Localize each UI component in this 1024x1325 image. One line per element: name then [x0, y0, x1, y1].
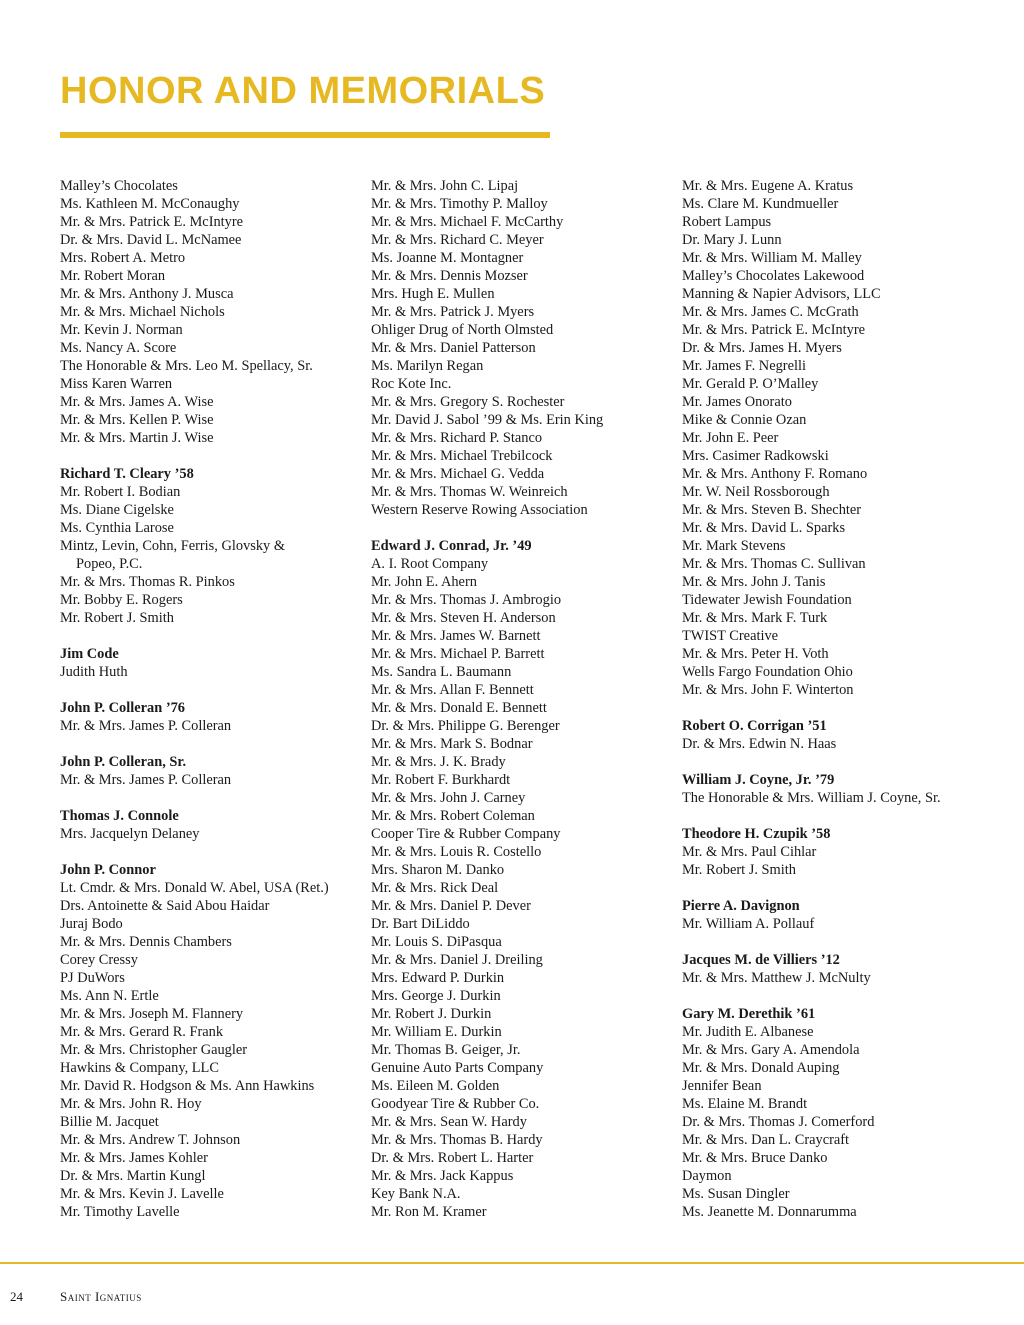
donor-name: Dr. Bart DiLiddo [371, 916, 470, 932]
donor-name: Mr. & Mrs. Michael F. McCarthy [371, 214, 564, 230]
donor-name: Mr. & Mrs. Eugene A. Kratus [682, 178, 854, 194]
donor-name: Mr. & Mrs. John J. Carney [371, 790, 526, 806]
donor-name: Ms. Ann N. Ertle [60, 988, 159, 1004]
donor-name: Miss Karen Warren [60, 376, 173, 392]
donor-name: Mr. Louis S. DiPasqua [371, 934, 502, 950]
donor-name: Genuine Auto Parts Company [371, 1060, 544, 1076]
donor-name: Western Reserve Rowing Association [371, 502, 588, 518]
donor-name: Mr. & Mrs. Sean W. Hardy [371, 1114, 527, 1130]
memorial-section [60, 645, 360, 681]
donor-name: Mr. Thomas B. Geiger, Jr. [371, 1042, 521, 1058]
donor-name: Mr. & Mrs. Gary A. Amendola [682, 1042, 860, 1058]
donor-name: Ms. Diane Cigelske [60, 502, 174, 518]
donor-name: Mr. & Mrs. Dennis Mozser [371, 268, 528, 284]
donor-name: Mr. & Mrs. Kevin J. Lavelle [60, 1186, 224, 1202]
donor-name: Mr. & Mrs. Michael P. Barrett [371, 646, 545, 662]
donor-name: Mr. & Mrs. Peter H. Voth [682, 646, 829, 662]
donor-name: Roc Kote Inc. [371, 376, 452, 392]
memorial-section [682, 825, 1002, 879]
title-rule [60, 132, 550, 138]
donor-name: Dr. & Mrs. Thomas J. Comerford [682, 1114, 875, 1130]
donor-name: Ms. Jeanette M. Donnarumma [682, 1204, 857, 1220]
donor-name: Mr. & Mrs. William M. Malley [682, 250, 862, 266]
donor-name: Mr. & Mrs. Thomas R. Pinkos [60, 574, 235, 590]
memorial-section [682, 717, 1002, 753]
donor-name: The Honorable & Mrs. Leo M. Spellacy, Sr. [60, 358, 313, 374]
donor-name: Ms. Cynthia Larose [60, 520, 174, 536]
donor-name: Hawkins & Company, LLC [60, 1060, 219, 1076]
donor-name: Mr. Mark Stevens [682, 538, 786, 554]
donor-name: Mr. William E. Durkin [371, 1024, 502, 1040]
donor-name: Mr. & Mrs. John J. Tanis [682, 574, 826, 590]
donor-name: Robert Lampus [682, 214, 772, 230]
donor-name: Mr. & Mrs. Daniel J. Dreiling [371, 952, 543, 968]
page-title: HONOR AND MEMORIALS [60, 70, 546, 112]
donor-name: Mr. Kevin J. Norman [60, 322, 183, 338]
memorial-section [60, 861, 360, 1221]
memorial-section [371, 537, 671, 1221]
donor-name: Mr. & Mrs. Thomas C. Sullivan [682, 556, 866, 572]
donor-name: TWIST Creative [682, 628, 779, 644]
section-heading: John P. Colleran, Sr. [60, 754, 187, 770]
donor-name: Mr. & Mrs. Bruce Danko [682, 1150, 828, 1166]
donor-name: Mr. & Mrs. Steven B. Shechter [682, 502, 862, 518]
memorial-section [60, 465, 360, 627]
donor-name: Mr. William A. Pollauf [682, 916, 815, 932]
section-heading: Gary M. Derethik ’61 [682, 1006, 816, 1022]
section-heading: John P. Colleran ’76 [60, 700, 185, 716]
donor-name: Mr. & Mrs. Jack Kappus [371, 1168, 514, 1184]
donor-name: Mr. & Mrs. John F. Winterton [682, 682, 854, 698]
page-number: 24 [10, 1289, 23, 1304]
donor-name: Mintz, Levin, Cohn, Ferris, Glovsky & [60, 538, 286, 554]
donor-name: Mr. & Mrs. James Kohler [60, 1150, 208, 1166]
donor-name: Jennifer Bean [682, 1078, 762, 1094]
donor-name: Mike & Connie Ozan [682, 412, 807, 428]
section-heading: Theodore H. Czupik ’58 [682, 826, 831, 842]
section-heading: William J. Coyne, Jr. ’79 [682, 772, 835, 788]
donor-name: Mr. & Mrs. Patrick J. Myers [371, 304, 535, 320]
donor-name: Mr. James F. Negrelli [682, 358, 806, 374]
donor-name: Goodyear Tire & Rubber Co. [371, 1096, 540, 1112]
column-3 [682, 177, 1002, 1239]
section-heading: Jim Code [60, 646, 119, 662]
donor-name: Tidewater Jewish Foundation [682, 592, 852, 608]
donor-name: Mr. Robert I. Bodian [60, 484, 181, 500]
donor-name: Mr. & Mrs. Donald E. Bennett [371, 700, 547, 716]
donor-name: Mr. Bobby E. Rogers [60, 592, 183, 608]
donor-name: Malley’s Chocolates [60, 178, 178, 194]
donor-name: Dr. & Mrs. David L. McNamee [60, 232, 242, 248]
donor-name: Judith Huth [60, 664, 128, 680]
donor-name: Mr. & Mrs. Andrew T. Johnson [60, 1132, 241, 1148]
donor-name: Mr. James Onorato [682, 394, 792, 410]
donor-name: Lt. Cmdr. & Mrs. Donald W. Abel, USA (Ret.) [60, 880, 329, 896]
donor-name: Billie M. Jacquet [60, 1114, 159, 1130]
memorial-section [682, 177, 1002, 699]
donor-name: Mr. & Mrs. Allan F. Bennett [371, 682, 534, 698]
memorial-section [60, 753, 360, 789]
donor-name: Mr. & Mrs. Richard P. Stanco [371, 430, 543, 446]
donor-name: Mr. & Mrs. Steven H. Anderson [371, 610, 556, 626]
donor-name: Mrs. Sharon M. Danko [371, 862, 505, 878]
donor-name: Mr. John E. Ahern [371, 574, 477, 590]
donor-name: Mrs. Hugh E. Mullen [371, 286, 495, 302]
donor-name: Mr. & Mrs. Matthew J. McNulty [682, 970, 871, 986]
donor-name: Mr. & Mrs. David L. Sparks [682, 520, 846, 536]
donor-name: Mrs. Casimer Radkowski [682, 448, 829, 464]
donor-name: Mr. & Mrs. Dan L. Craycraft [682, 1132, 850, 1148]
donor-name: Mr. & Mrs. Rick Deal [371, 880, 499, 896]
donor-name: Cooper Tire & Rubber Company [371, 826, 561, 842]
donor-name: Mr. & Mrs. James C. McGrath [682, 304, 859, 320]
donor-name: Mr. & Mrs. Joseph M. Flannery [60, 1006, 244, 1022]
donor-name: Ms. Elaine M. Brandt [682, 1096, 808, 1112]
donor-name: Dr. & Mrs. Edwin N. Haas [682, 736, 837, 752]
donor-name: Mrs. George J. Durkin [371, 988, 501, 1004]
donor-name: Ms. Nancy A. Score [60, 340, 177, 356]
donor-name: Ms. Kathleen M. McConaughy [60, 196, 240, 212]
donor-name: Malley’s Chocolates Lakewood [682, 268, 865, 284]
donor-name: Mr. Gerald P. O’Malley [682, 376, 819, 392]
donor-name: Mr. & Mrs. Robert Coleman [371, 808, 535, 824]
donor-name: Dr. & Mrs. Philippe G. Berenger [371, 718, 560, 734]
section-heading: Richard T. Cleary ’58 [60, 466, 194, 482]
donor-name: PJ DuWors [60, 970, 125, 986]
donor-name: Mr. & Mrs. Christopher Gaugler [60, 1042, 248, 1058]
donor-name: Mr. Robert F. Burkhardt [371, 772, 511, 788]
donor-name: Dr. Mary J. Lunn [682, 232, 782, 248]
section-heading: Jacques M. de Villiers ’12 [682, 952, 840, 968]
donor-name: A. I. Root Company [371, 556, 489, 572]
donor-name: Corey Cressy [60, 952, 138, 968]
donor-name: The Honorable & Mrs. William J. Coyne, Sr. [682, 790, 941, 806]
donor-name: Mr. & Mrs. Daniel P. Dever [371, 898, 531, 914]
donor-name: Mr. & Mrs. Gerard R. Frank [60, 1024, 224, 1040]
donor-name: Mr. & Mrs. Anthony J. Musca [60, 286, 234, 302]
donor-name: Mrs. Robert A. Metro [60, 250, 186, 266]
donor-name: Daymon [682, 1168, 732, 1184]
donor-name: Mr. & Mrs. James W. Barnett [371, 628, 541, 644]
donor-name: Mr. Robert Moran [60, 268, 166, 284]
donor-name: Mr. & Mrs. John R. Hoy [60, 1096, 202, 1112]
memorial-section [682, 951, 1002, 987]
donor-name: Mr. & Mrs. Dennis Chambers [60, 934, 232, 950]
donor-name: Mr. & Mrs. Richard C. Meyer [371, 232, 544, 248]
donor-name: Mr. & Mrs. Michael Nichols [60, 304, 225, 320]
donor-name: Dr. & Mrs. Martin Kungl [60, 1168, 206, 1184]
donor-name: Manning & Napier Advisors, LLC [682, 286, 881, 302]
donor-name: Ms. Susan Dingler [682, 1186, 790, 1202]
memorial-section [60, 807, 360, 843]
donor-name: Mr. Timothy Lavelle [60, 1204, 180, 1220]
section-heading: Robert O. Corrigan ’51 [682, 718, 827, 734]
donor-name: Mrs. Edward P. Durkin [371, 970, 505, 986]
donor-name: Ms. Marilyn Regan [371, 358, 484, 374]
donor-name: Mr. & Mrs. Anthony F. Romano [682, 466, 868, 482]
donor-name: Drs. Antoinette & Said Abou Haidar [60, 898, 270, 914]
memorial-section [60, 177, 360, 447]
donor-name: Mr. Robert J. Durkin [371, 1006, 492, 1022]
column-1 [60, 177, 360, 1239]
donor-name: Ms. Sandra L. Baumann [371, 664, 512, 680]
donor-name: Mr. Ron M. Kramer [371, 1204, 487, 1220]
donor-name: Ohliger Drug of North Olmsted [371, 322, 554, 338]
donor-name: Mr. & Mrs. James A. Wise [60, 394, 214, 410]
donor-name: Mr. & Mrs. Mark S. Bodnar [371, 736, 533, 752]
donor-name: Ms. Eileen M. Golden [371, 1078, 500, 1094]
donor-name: Dr. & Mrs. Robert L. Harter [371, 1150, 534, 1166]
donor-name: Mr. & Mrs. Patrick E. McIntyre [682, 322, 866, 338]
donor-name: Mr. & Mrs. Louis R. Costello [371, 844, 542, 860]
donor-name: Mr. Robert J. Smith [682, 862, 796, 878]
donor-name: Mr. & Mrs. John C. Lipaj [371, 178, 519, 194]
donor-name: Mr. & Mrs. James P. Colleran [60, 772, 232, 788]
donor-name: Mr. & Mrs. J. K. Brady [371, 754, 506, 770]
donor-name: Mr. & Mrs. Patrick E. McIntyre [60, 214, 244, 230]
column-2 [371, 177, 671, 1239]
memorial-section [371, 177, 671, 519]
memorial-section [682, 771, 1002, 807]
donor-name: Mr. & Mrs. Daniel Patterson [371, 340, 536, 356]
donor-name: Key Bank N.A. [371, 1186, 461, 1202]
donor-name: Mr. & Mrs. Martin J. Wise [60, 430, 214, 446]
donor-name: Mr. & Mrs. Thomas B. Hardy [371, 1132, 543, 1148]
donor-name: Dr. & Mrs. James H. Myers [682, 340, 842, 356]
donor-name: Popeo, P.C. [76, 556, 143, 572]
memorial-section [60, 699, 360, 735]
donor-name: Mr. & Mrs. Kellen P. Wise [60, 412, 214, 428]
donor-name: Mr. & Mrs. Gregory S. Rochester [371, 394, 565, 410]
donor-name: Mr. & Mrs. Michael Trebilcock [371, 448, 553, 464]
donor-name: Mr. & Mrs. Thomas W. Weinreich [371, 484, 568, 500]
memorial-section [682, 1005, 1002, 1221]
donor-name: Mrs. Jacquelyn Delaney [60, 826, 200, 842]
section-heading: Edward J. Conrad, Jr. ’49 [371, 538, 532, 554]
donor-name: Mr. John E. Peer [682, 430, 779, 446]
donor-name: Mr. David R. Hodgson & Ms. Ann Hawkins [60, 1078, 315, 1094]
donor-name: Mr. & Mrs. Timothy P. Malloy [371, 196, 548, 212]
donor-name: Mr. & Mrs. Paul Cihlar [682, 844, 817, 860]
donor-name: Juraj Bodo [60, 916, 123, 932]
donor-name: Mr. David J. Sabol ’99 & Ms. Erin King [371, 412, 604, 428]
donor-name: Mr. & Mrs. Michael G. Vedda [371, 466, 545, 482]
donor-name: Mr. Judith E. Albanese [682, 1024, 814, 1040]
footer-rule [0, 1262, 1024, 1264]
donor-name: Ms. Joanne M. Montagner [371, 250, 524, 266]
section-heading: Thomas J. Connole [60, 808, 179, 824]
donor-name: Mr. & Mrs. James P. Colleran [60, 718, 232, 734]
donor-name: Wells Fargo Foundation Ohio [682, 664, 853, 680]
donor-name: Mr. & Mrs. Donald Auping [682, 1060, 840, 1076]
publication-name: Saint Ignatius [60, 1289, 142, 1304]
memorial-section [682, 897, 1002, 933]
donor-name: Ms. Clare M. Kundmueller [682, 196, 839, 212]
section-heading: John P. Connor [60, 862, 156, 878]
donor-name: Mr. W. Neil Rossborough [682, 484, 830, 500]
donor-name: Mr. Robert J. Smith [60, 610, 174, 626]
section-heading: Pierre A. Davignon [682, 898, 800, 914]
donor-name: Mr. & Mrs. Mark F. Turk [682, 610, 828, 626]
donor-name: Mr. & Mrs. Thomas J. Ambrogio [371, 592, 562, 608]
